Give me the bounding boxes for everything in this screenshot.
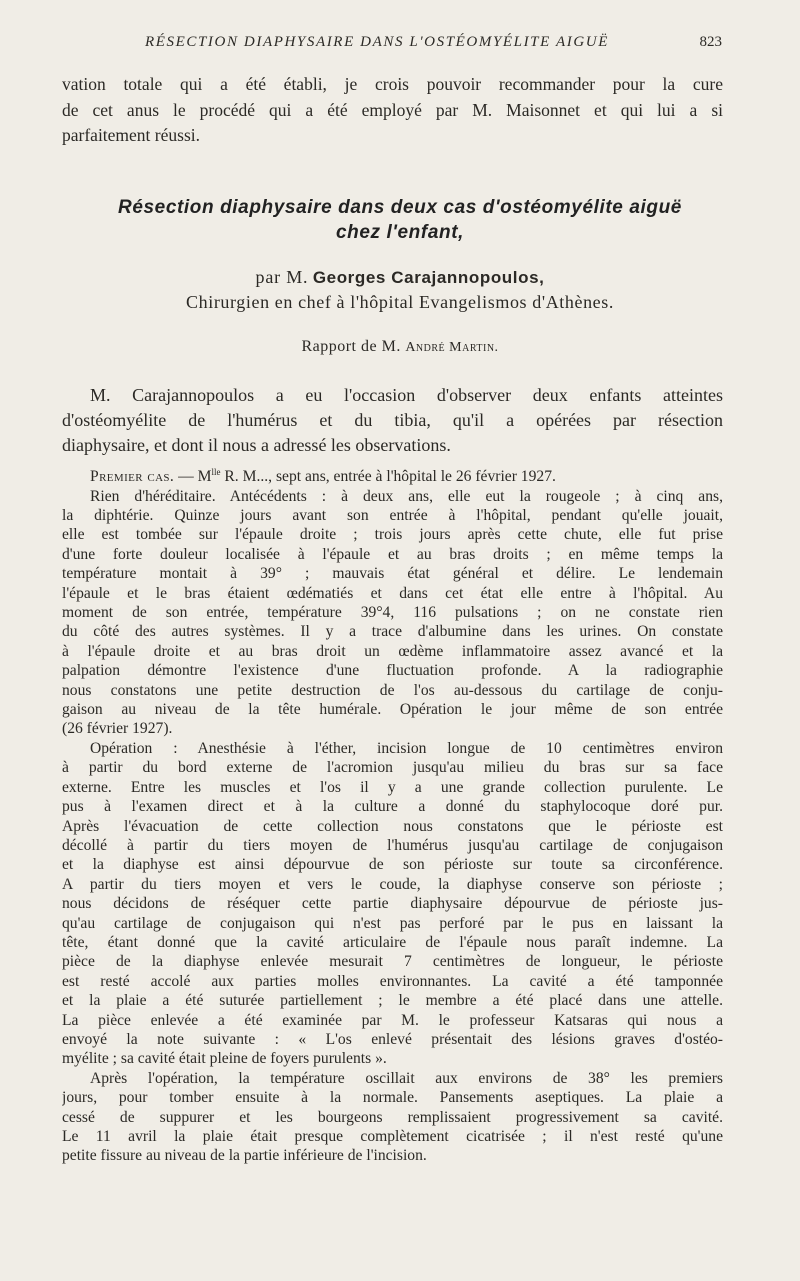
text-line: à l'épaule droite et au bras droit un œdème inflammatoire assez avancé et la — [62, 642, 723, 660]
rapporteur-name: André Martin. — [405, 340, 499, 355]
text-line: et la plaie a été suturée partiellement ; le membre a été placé dans une attelle. — [62, 992, 723, 1010]
text-line: est resté accolé aux parties molles environnantes. La cavité a été tamponnée — [62, 972, 723, 990]
author-prefix: par M. — [255, 267, 309, 287]
text-line: cessé de suppurer et les bourgeons remplissaient progressivement sa cavité. — [62, 1108, 723, 1126]
text-line: nous décidons de réséquer cette partie diaphysaire dépourvue de périoste jus- — [62, 895, 723, 913]
case-patient-prefix: — M — [178, 468, 212, 486]
text-line: et la diaphyse est ainsi dépourvue de son périoste sur toute sa circonférence. — [62, 856, 723, 874]
text-line: Rien d'héréditaire. Antécédents : à deux ans, elle eut la rougeole ; à cinq ans, — [90, 487, 723, 505]
text-line: Après l'évacuation de cette collection nous constatons que le périoste est — [62, 817, 723, 835]
text-line: d'une forte douleur localisée à l'épaule et au bras droits ; en même temps la — [62, 545, 723, 563]
text-line: moment de son entrée, température 39°4, 116 pulsations ; on ne constate rien — [62, 604, 723, 622]
case-first-line: R. M..., sept ans, entrée à l'hôpital le 26 février 1927. — [220, 468, 556, 486]
text-line: parfaitement réussi. — [62, 125, 201, 145]
text-line: externe. Entre les muscles et l'os il y a une grande collection purulente. Le — [62, 778, 723, 796]
text-line: nous constatons une petite destruction de l'os au-dessous du cartilage de conju- — [62, 681, 723, 699]
text-line: diaphysaire, et dont il nous a adressé les observations. — [62, 435, 451, 455]
text-line: La pièce enlevée a été examinée par M. le professeur Katsaras qui nous a — [62, 1011, 723, 1029]
text-line: de cet anus le procédé qui a été employé par M. Maisonnet et qui lui a si — [62, 99, 723, 120]
report-line — [0, 338, 800, 356]
author-affiliation: Chirurgien en chef à l'hôpital Evangelismos d'Athènes. — [186, 292, 614, 312]
text-line: l'épaule et le bras étaient œdématiés et dans cet état elle entre à l'hôpital. Au — [62, 584, 723, 602]
text-line: du côté des autres systèmes. Il y a trace d'albumine dans les urines. On constate — [62, 623, 723, 641]
text-line: M. Carajannopoulos a eu l'occasion d'observer deux enfants atteintes — [90, 385, 723, 405]
running-header — [0, 34, 800, 56]
case-report-body — [62, 463, 723, 1166]
text-line: jours, pour tomber ensuite à la normale. Pansements aseptiques. La plaie a — [62, 1089, 723, 1107]
text-line: A partir du tiers moyen et vers le coude, la diaphyse conserve son périoste ; — [62, 875, 723, 893]
lead-paragraph — [62, 383, 723, 458]
text-line: à partir du bord externe de l'acromion jusqu'au milieu du bras sur sa face — [62, 759, 723, 777]
text-line: pièce de la diaphyse enlevée mesurait 7 centimètres de longueur, le périoste — [62, 953, 723, 971]
text-line: la diphtérie. Quinze jours avant son entrée à l'hôpital, pendant qu'elle jouait, — [62, 507, 723, 524]
text-line: myélite ; sa cavité était pleine de foyers purulents ». — [62, 1050, 387, 1068]
author-block — [0, 265, 800, 314]
page-number: 823 — [699, 34, 722, 50]
text-line: elle est tombée sur l'épaule droite ; trois jours après cette chute, elle fut prise — [62, 526, 723, 544]
case-heading-line — [62, 463, 723, 487]
text-line: Le 11 avril la plaie était presque complètement cicatrisée ; il n'est resté qu'une — [62, 1128, 723, 1145]
report-prefix: Rapport de M. — [301, 338, 401, 355]
text-line: décollé à partir du tiers moyen de l'humérus jusqu'au cartilage de conjugaison — [62, 836, 723, 854]
text-line: vation totale qui a été établi, je crois pouvoir recommander pour la cure — [62, 74, 723, 94]
running-title: RÉSECTION DIAPHYSAIRE DANS L'OSTÉOMYÉLITE AIGUË — [145, 34, 609, 50]
author-name: Georges Carajannopoulos, — [312, 268, 545, 287]
text-line: tête, étant donné que la cavité articulaire de l'épaule nous paraît indemne. La — [62, 933, 723, 951]
text-line: petite fissure au niveau de la partie inférieure de l'incision. — [62, 1147, 427, 1165]
text-line: envoyé la note suivante : « L'os enlevé présentait des lésions graves d'ostéo- — [62, 1030, 723, 1048]
article-title-line: Résection diaphysaire dans deux cas d'ostéomyélite aiguë — [118, 197, 682, 218]
case-label: Premier cas. — [90, 468, 175, 486]
text-line: Opération : Anesthésie à l'éther, incision longue de 10 centimètres environ — [90, 739, 723, 757]
text-line: (26 février 1927). — [62, 720, 173, 738]
text-line: gaison au niveau de la tête humérale. Opération le jour même de son entrée — [62, 701, 723, 719]
article-title-line: chez l'enfant, — [336, 222, 464, 243]
text-line: d'ostéomyélite de l'humérus et du tibia, qu'il a opérées par résection — [62, 410, 723, 430]
text-line: pus à l'examen direct et à la culture a donné du staphylocoque doré pur. — [62, 798, 723, 816]
text-line: qu'au cartilage de conjugaison qui n'est pas perforé par le pus en laissant la — [62, 914, 723, 932]
text-line: Après l'opération, la température oscillait aux environs de 38° les premiers — [90, 1069, 723, 1087]
article-title — [0, 195, 800, 245]
intro-paragraph — [62, 72, 723, 149]
text-line: température montait à 39° ; mauvais état général et délire. Le lendemain — [62, 565, 723, 583]
case-patient-sup: lle — [211, 467, 221, 477]
text-line: palpation démontre l'existence d'une fluctuation profonde. A la radiographie — [62, 662, 723, 680]
